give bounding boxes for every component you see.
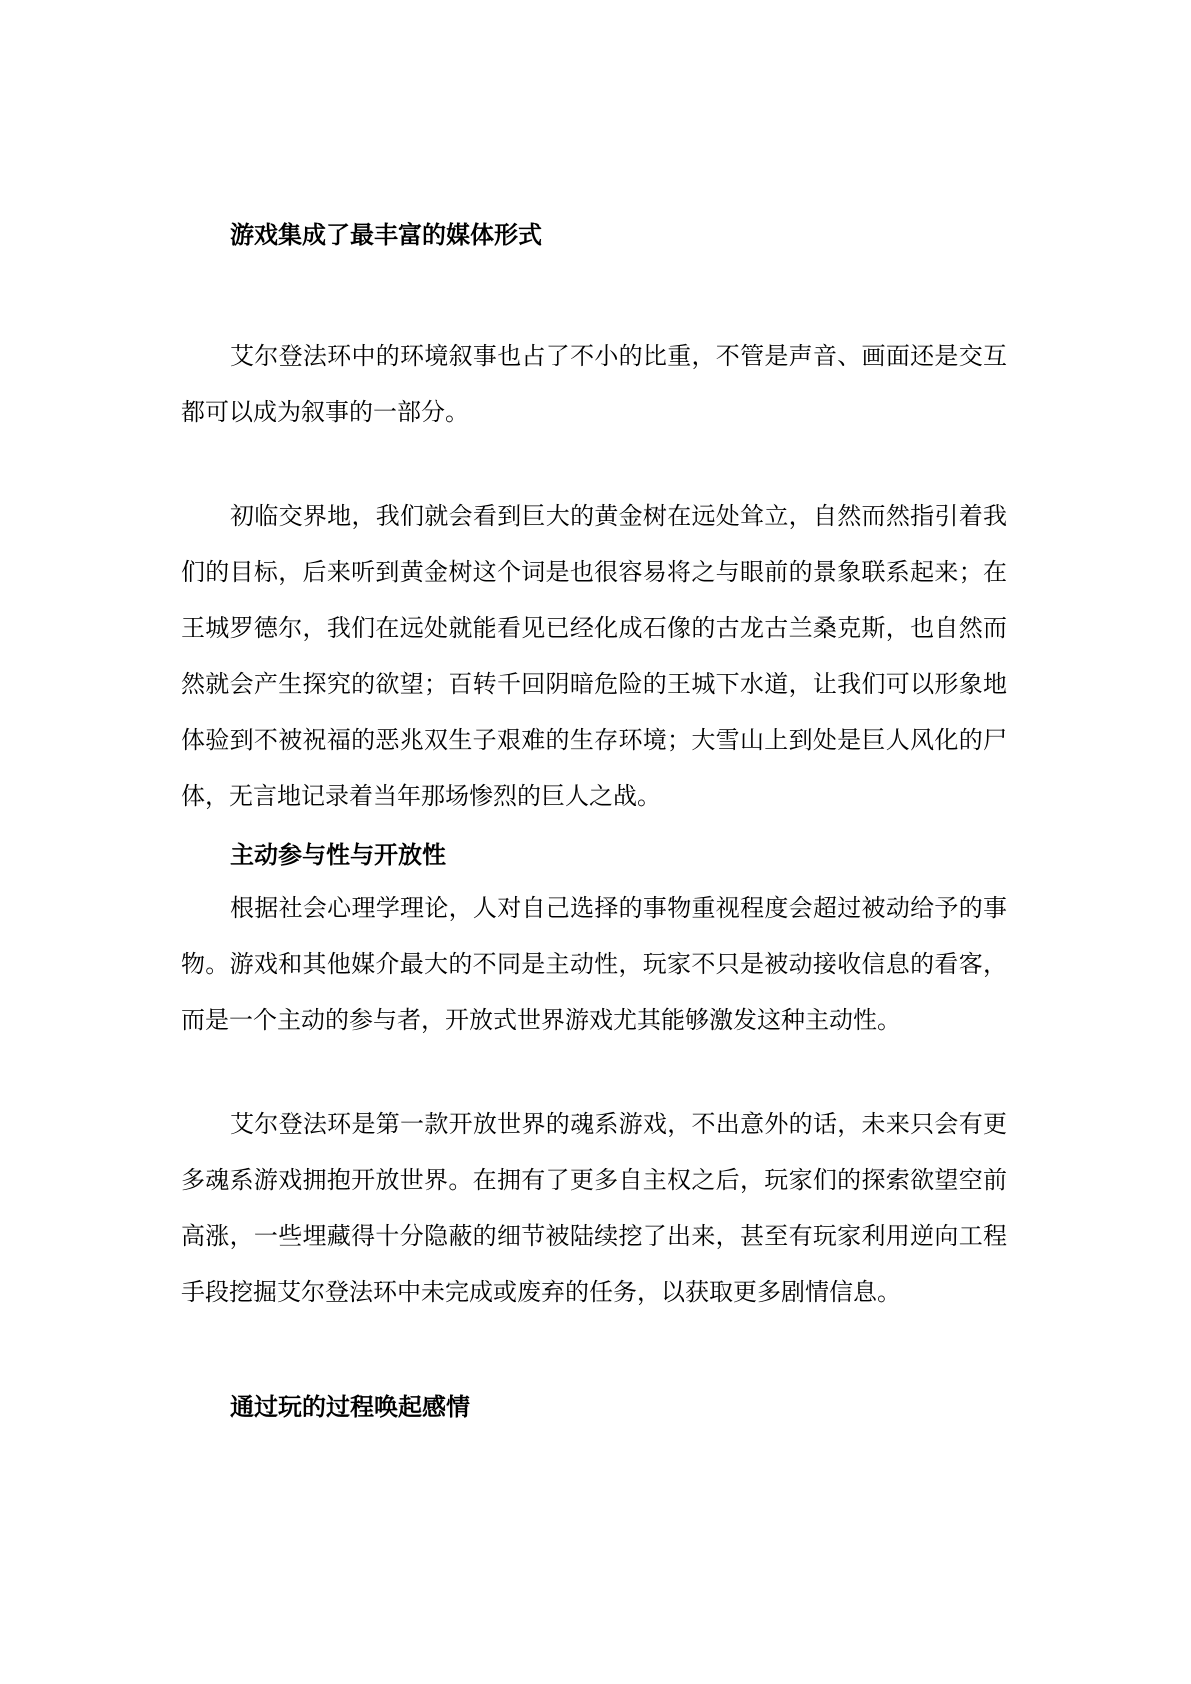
- paragraph-lands-between-examples: 初临交界地，我们就会看到巨大的黄金树在远处耸立，自然而然指引着我们的目标，后来听到黄金树这个词是也很容易将之与眼前的景象联系起来；在王城罗德尔，我们在远处就能看见已经化成石像的古龙古兰桑克斯，也自然而然就会产生探究的欲望；百转千回阴暗危险的王城下水道，让我们可以形象地体验到不被祝福的恶兆双生子艰难的生存环境；大雪山上到处是巨人风化的尸体，无言地记录着当年那场惨烈的巨人之战。: [181, 502, 1007, 810]
- paragraph-social-psychology: 根据社会心理学理论，人对自己选择的事物重视程度会超过被动给予的事物。游戏和其他媒介最大的不同是主动性，玩家不只是被动接收信息的看客，而是一个主动的参与者，开放式世界游戏尤其能够激发这种主动性。: [181, 894, 1007, 1034]
- section-heading-evoking-emotion: 通过玩的过程唤起感情: [230, 1392, 470, 1421]
- paragraph-environmental-narrative: 艾尔登法环中的环境叙事也占了不小的比重，不管是声音、画面还是交互都可以成为叙事的一部分。: [181, 342, 1007, 426]
- paragraph-open-world-souls: 艾尔登法环是第一款开放世界的魂系游戏，不出意外的话，未来只会有更多魂系游戏拥抱开放世界。在拥有了更多自主权之后，玩家们的探索欲望空前高涨，一些埋藏得十分隐蔽的细节被陆续挖了出来，甚至有玩家利用逆向工程手段挖掘艾尔登法环中未完成或废弃的任务，以获取更多剧情信息。: [181, 1110, 1007, 1306]
- section-heading-active-participation: 主动参与性与开放性: [230, 840, 446, 869]
- section-heading-media-forms: 游戏集成了最丰富的媒体形式: [230, 220, 542, 249]
